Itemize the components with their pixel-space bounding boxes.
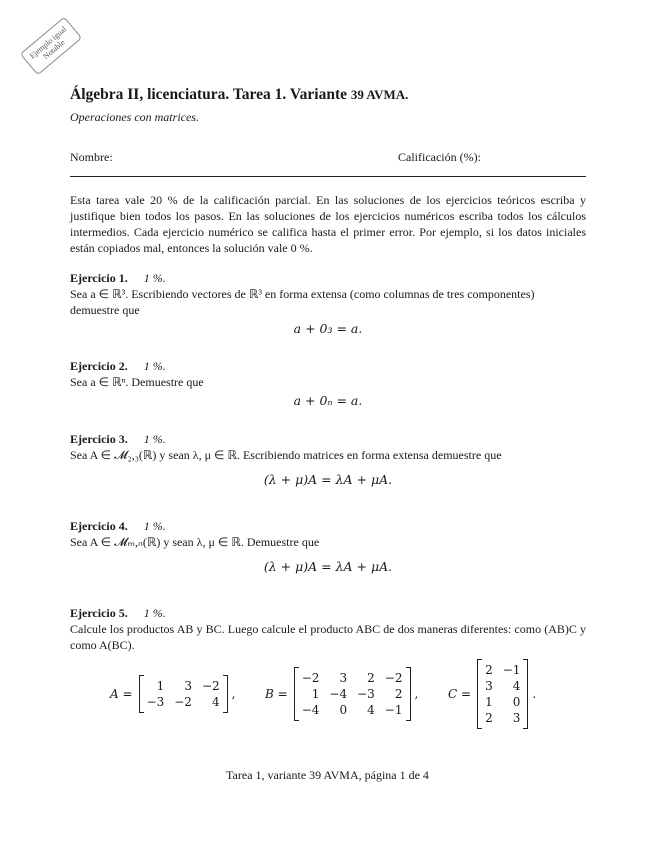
matrix-cell: −1 — [502, 663, 521, 677]
exercise-points: 1 %. — [143, 519, 166, 533]
matrix-b — [265, 668, 418, 720]
exercise-equation: (λ + μ)A = λA + μA. — [263, 472, 393, 487]
matrix-cell: −2 — [301, 671, 320, 685]
matrix-cell: −3 — [146, 695, 165, 709]
matrix-cell: 2 — [485, 711, 493, 725]
matrix-label: A = — [110, 687, 133, 701]
matrix-cell: 2 — [367, 671, 375, 685]
matrix-punct: . — [532, 687, 537, 701]
matrix-cell: −1 — [384, 703, 403, 717]
matrix-bracket — [139, 676, 228, 712]
exercise-points: 1 %. — [143, 271, 166, 285]
matrix-punct: , — [231, 687, 236, 701]
matrix-bracket — [477, 660, 528, 728]
exercise-points: 1 %. — [143, 606, 166, 620]
matrix-punct: , — [414, 687, 419, 701]
matrix-cell: 1 — [156, 679, 165, 693]
page-subtitle: Operaciones con matrices. — [70, 110, 199, 124]
exercise-equation: (λ + μ)A = λA + μA. — [263, 559, 393, 574]
matrix-cells — [485, 662, 520, 726]
matrix-a — [110, 676, 235, 712]
matrix-cell: 2 — [394, 687, 403, 701]
matrix-cell: 1 — [311, 687, 320, 701]
matrix-c — [448, 660, 536, 728]
matrix-label: C = — [448, 687, 472, 701]
exercise-1 — [70, 270, 586, 337]
exercise-text: Sea a ∈ ℝ³. Escribiendo vectores de ℝ³ en forma extensa (como columnas de tres componentes) demuestre que — [70, 287, 535, 317]
matrix-cell: 4 — [367, 703, 375, 717]
exercise-equation: a + 0ₙ = a. — [293, 393, 363, 408]
exercise-5 — [70, 605, 586, 653]
matrix-cell: −2 — [384, 671, 403, 685]
exercise-points: 1 %. — [143, 432, 166, 446]
grade-label: Calificación (%): — [398, 150, 481, 164]
matrices-row — [110, 660, 590, 724]
exercise-head: Ejercicio 4. — [70, 519, 128, 533]
matrix-cell: 4 — [512, 679, 521, 693]
matrix-label: B = — [265, 687, 288, 701]
exercise-text: Sea a ∈ ℝⁿ. Demuestre que — [70, 375, 204, 389]
matrix-cell: 0 — [339, 703, 348, 717]
title-main: Álgebra II, licenciatura. Tarea 1. Variante — [70, 86, 347, 103]
title-variant: 39 AVMA. — [350, 87, 409, 102]
name-label: Nombre: — [70, 150, 113, 164]
exercise-head: Ejercicio 2. — [70, 359, 128, 373]
matrix-cell: 4 — [212, 695, 220, 709]
matrix-cell: 0 — [512, 695, 521, 709]
matrix-cell: 1 — [485, 695, 493, 709]
exercise-text: Sea A ∈ 𝓜₂,₃(ℝ) y sean λ, μ ∈ ℝ. Escribiendo matrices en forma extensa demuestre que — [70, 448, 502, 462]
matrix-cells — [302, 670, 403, 718]
matrix-cell: −2 — [174, 695, 192, 709]
exercise-2 — [70, 358, 586, 409]
exercise-4 — [70, 518, 586, 575]
exercise-3 — [70, 431, 586, 488]
intro-paragraph: Esta tarea vale 20 % de la calificación parcial. En las soluciones de los ejercicios teóricos escriba y justifique bien todos los pasos. En las soluciones de los ejercicios numéricos escriba todos los cálculos intermedios. Cada ejercicio numérico se califica hasta el primer error. Por ejemplo, si los datos iniciales están copiados mal, entonces la solución vale 0 %. — [70, 193, 586, 255]
matrix-cell: 3 — [339, 671, 348, 685]
matrix-cell: 3 — [184, 679, 192, 693]
matrix-cell: −3 — [357, 687, 375, 701]
page-title — [70, 86, 408, 104]
stamp-seal: Ejemplo igual Notable — [20, 17, 82, 76]
page-footer: Tarea 1, variante 39 AVMA, página 1 de 4 — [226, 768, 429, 782]
matrix-cells — [147, 678, 220, 710]
matrix-cell: 3 — [512, 711, 521, 725]
matrix-cell: 3 — [485, 679, 493, 693]
exercise-head: Ejercicio 1. — [70, 271, 128, 285]
exercise-text: Sea A ∈ 𝓜ₘ,ₙ(ℝ) y sean λ, μ ∈ ℝ. Demuestre que — [70, 535, 320, 549]
matrix-cell: −4 — [329, 687, 348, 701]
exercise-points: 1 %. — [143, 359, 166, 373]
header-divider — [70, 176, 586, 177]
exercise-head: Ejercicio 3. — [70, 432, 128, 446]
matrix-cell: −4 — [301, 703, 320, 717]
matrix-cell: 2 — [485, 663, 493, 677]
matrix-bracket — [294, 668, 411, 720]
matrix-cell: −2 — [201, 679, 220, 693]
exercise-equation: a + 0₃ = a. — [293, 321, 363, 336]
exercise-text: Calcule los productos AB y BC. Luego calcule el producto ABC de dos maneras diferentes: como (AB)C y como A(BC). — [70, 622, 586, 652]
exercise-head: Ejercicio 5. — [70, 606, 128, 620]
